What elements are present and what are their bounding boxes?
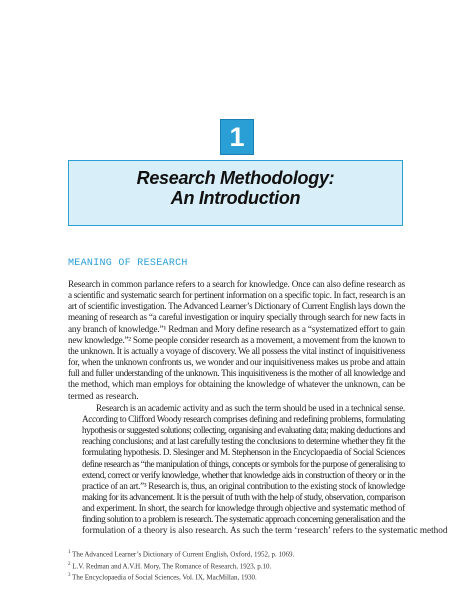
footnote-text: The Encyclopaedia of Social Sciences, Vol. IX, MacMillan, 1930. xyxy=(72,573,257,582)
footnote-marker: 1 xyxy=(68,550,71,555)
text-line: reaching conclusions; and at last carefully testing the conclusions to determine whether they fit the xyxy=(82,436,405,447)
text-line: art of scientific investigation. The Advanced Learner’s Dictionary of Current English lays down the xyxy=(68,301,405,312)
chapter-title-box xyxy=(68,160,403,226)
paragraph-2 xyxy=(68,402,448,537)
text-line: formulating hypothesis. D. Slesinger and M. Stephenson in the Encyclopaedia of Social Sciences xyxy=(82,447,405,458)
text-line: for, when the unknown confronts us, we wonder and our inquisitiveness makes us probe and attain xyxy=(68,357,405,368)
text-line: any branch of knowledge.”¹ Redman and Mory define research as a “systematized effort to gain xyxy=(68,323,405,334)
text-line: finding solution to a problem is research. The systematic approach concerning generalisation and the xyxy=(82,514,405,525)
text-line: define research as “the manipulation of things, concepts or symbols for the purpose of generalising to xyxy=(82,458,405,469)
text-line: full and fuller understanding of the unknown. This inquisitiveness is the mother of all knowledge and xyxy=(68,368,405,379)
footnotes xyxy=(68,548,294,583)
footnote-marker: 3 xyxy=(68,573,71,579)
chapter-number: 1 xyxy=(220,119,254,155)
paragraph-1 xyxy=(68,279,405,402)
text-line: Research in common parlance refers to a search for knowledge. Once can also define research as xyxy=(68,279,405,289)
body-text xyxy=(68,279,448,537)
text-line: new knowledge.”² Some people consider research as a movement, a movement from the known to xyxy=(68,334,405,345)
section-heading: MEANING OF RESEARCH xyxy=(68,258,188,269)
text-line: practice of an art.”³ Research is, thus, an original contribution to the existing stock of knowledge xyxy=(82,480,405,491)
text-line: and experiment. In short, the search for knowledge through objective and systematic method of xyxy=(82,503,406,514)
text-line: termed as research. xyxy=(68,390,139,401)
footnote xyxy=(68,548,294,560)
text-line: a scientific and systematic search for pertinent information on a specific topic. In fact, research is an xyxy=(68,290,405,301)
footnote xyxy=(68,571,294,583)
footnote xyxy=(68,560,294,572)
text-line: meaning of research as “a careful investigation or inquiry specially through search for new facts in xyxy=(68,312,405,323)
text-line: the method, which man employs for obtaining the knowledge of whatever the unknown, can be xyxy=(68,379,405,390)
chapter-title-line-1: Research Methodology: xyxy=(136,168,335,188)
text-line: extend, correct or verify knowledge, whether that knowledge aids in construction of theory or in the xyxy=(82,469,405,480)
footnote-text: The Advanced Learner’s Dictionary of Current English, Oxford, 1952, p. 1069. xyxy=(72,550,295,559)
footnote-text: L.V. Redman and A.V.H. Mory, The Romance of Research, 1923, p.10. xyxy=(72,561,272,570)
text-line: the unknown. It is actually a voyage of discovery. We all possess the vital instinct of inquisitiveness xyxy=(68,345,405,356)
text-line: According to Clifford Woody research comprises defining and redefining problems, formulating xyxy=(82,413,405,424)
chapter-title-line-2: An Introduction xyxy=(170,188,301,208)
footnote-marker: 2 xyxy=(68,561,71,567)
text-line: hypothesis or suggested solutions; collecting, organising and evaluating data; making deductions and xyxy=(82,425,405,436)
text-line: formulation of a theory is also research. As such the term ‘research’ refers to the systematic method xyxy=(82,525,448,536)
text-line: Research is an academic activity and as such the term should be used in a technical sense. xyxy=(96,402,405,413)
text-line: making for its advancement. It is the persuit of truth with the help of study, observation, comparison xyxy=(82,491,405,502)
